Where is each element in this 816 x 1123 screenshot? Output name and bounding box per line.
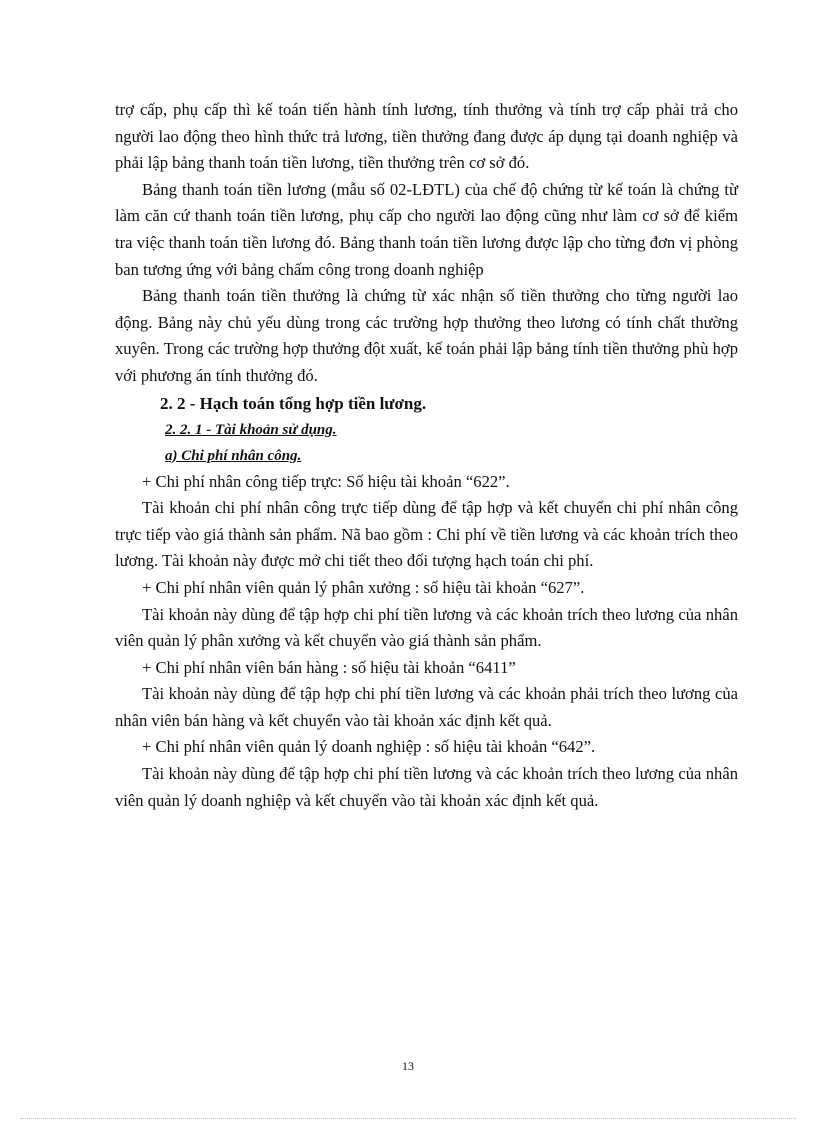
paragraph: + Chi phí nhân viên quản lý doanh nghiệp : số hiệu tài khoản “642”.	[142, 737, 596, 757]
section-heading: 2. 2 - Hạch toán tổng hợp tiền lương.	[160, 393, 427, 413]
paragraph: + Chi phí nhân viên quản lý phân xưởng : số hiệu tài khoản “627”.	[142, 577, 585, 597]
subsection-heading: a) Chi phí nhân công.	[165, 447, 302, 464]
paragraph: Tài khoản này dùng để tập hợp chi phí tiền lương và các khoản trích theo lương của nhân viên quản lý doanh nghiệp và kết chuyển vào tài khoản xác định kết quả.	[115, 764, 738, 810]
page-number: 13	[402, 1059, 414, 1073]
paragraph: Bảng thanh toán tiền lương (mẫu số 02-LĐTL) của chế độ chứng từ kế toán là chứng từ làm căn cứ thanh toán tiền lương, phụ cấp cho người lao động cũng như làm cơ sở để kiểm tra việc thanh toán tiền lương đó. Bảng thanh toán tiền lương được lập cho từng đơn vị phòng ban tương ứng với bảng chấm công trong doanh nghiệp	[115, 179, 738, 279]
page-body	[115, 97, 738, 814]
page-footer-divider	[20, 1118, 796, 1119]
paragraph: Bảng thanh toán tiền thưởng là chứng từ xác nhận số tiền thưởng cho từng người lao động. Bảng này chủ yếu dùng trong các trường hợp thưởng theo lương có tính chất thường xuyên. Trong các trường hợp thưởng đột xuất, kế toán phải lập bảng tính tiền thưởng phù hợp với phương án tính thưởng đó.	[115, 286, 738, 385]
paragraph: Tài khoản này dùng để tập hợp chi phí tiền lương và các khoản trích theo lương của nhân viên quản lý phân xưởng và kết chuyển vào giá thành sản phẩm.	[115, 604, 738, 651]
paragraph: + Chi phí nhân viên bán hàng : số hiệu tài khoản “6411”	[142, 657, 516, 677]
paragraph: + Chi phí nhân công tiếp trực: Số hiệu tài khoản “622”.	[142, 471, 510, 491]
paragraph: trợ cấp, phụ cấp thì kế toán tiến hành tính lương, tính thưởng và tính trợ cấp phải trả cho người lao động theo hình thức trả lương, tiền thưởng đang được áp dụng tại doanh nghiệp và phải lập bảng thanh toán tiền lương, tiền thưởng trên cơ sở đó.	[115, 100, 738, 173]
paragraph: Tài khoản này dùng để tập hợp chi phí tiền lương và các khoản phải trích theo lương của nhân viên bán hàng và kết chuyển vào tài khoản xác định kết quả.	[115, 684, 738, 730]
subsection-heading: 2. 2. 1 - Tài khoản sử dụng.	[165, 421, 337, 438]
paragraph: Tài khoản chi phí nhân công trực tiếp dùng để tập hợp và kết chuyển chi phí nhân công trực tiếp vào giá thành sản phẩm. Nã bao gồm : Chi phí về tiền lương và các khoản trích theo lương. Tài khoản này được mở chi tiết theo đối tượng hạch toán chi phí.	[115, 498, 738, 571]
